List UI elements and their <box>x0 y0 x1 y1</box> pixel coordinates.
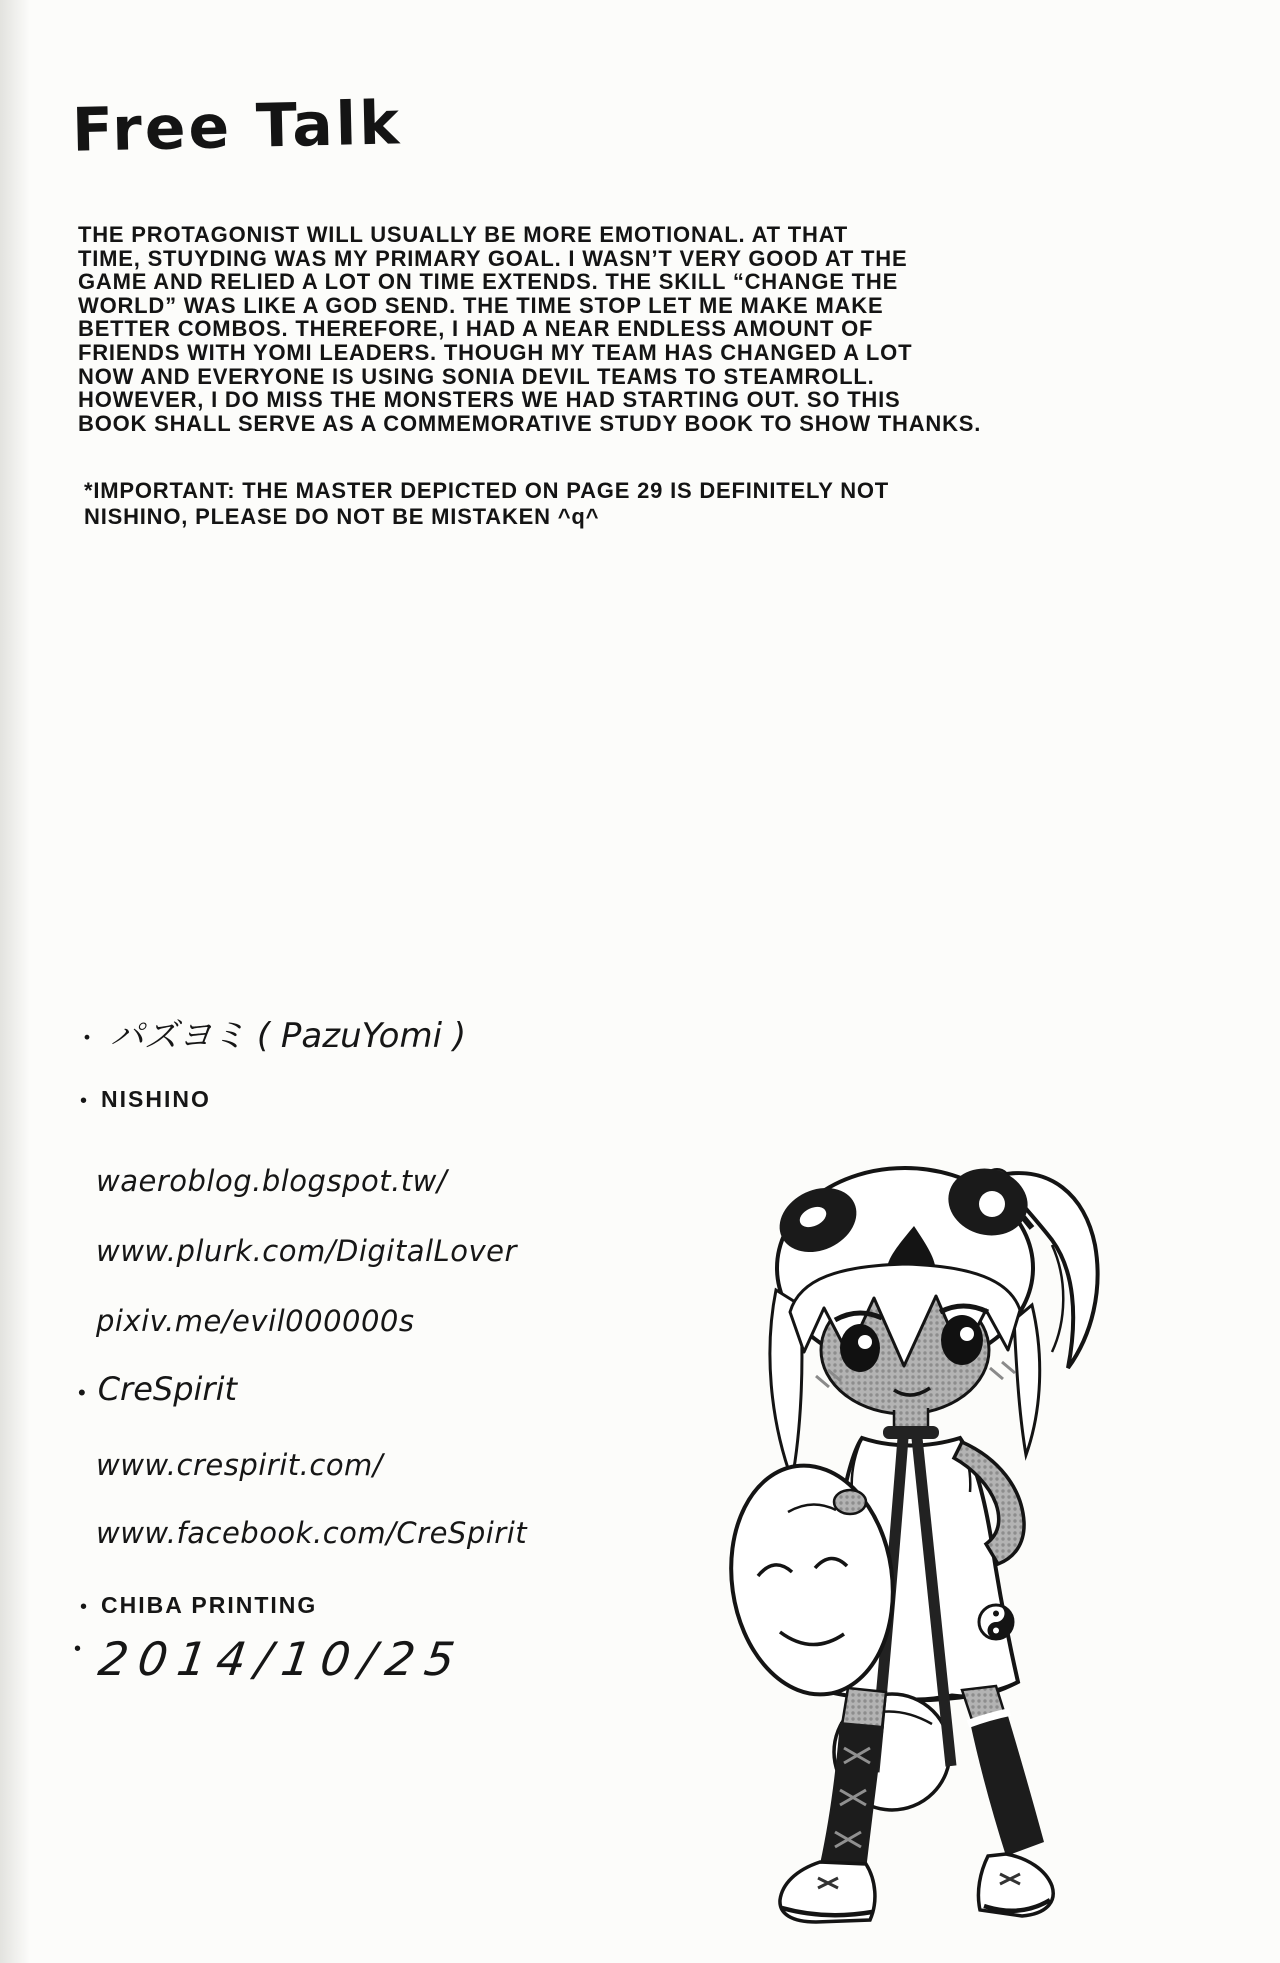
scan-edge-shadow <box>0 0 30 1963</box>
circle-name-text: パズヨミ ( PazuYomi ) <box>110 1016 467 1056</box>
note-line: NISHINO, PLEASE DO NOT BE MISTAKEN ^q^ <box>84 503 600 529</box>
note-line: *IMPORTANT: THE MASTER DEPICTED ON PAGE 29 IS DEFINITELY NOT <box>84 478 890 503</box>
paragraph-line: BETTER COMBOS. THEREFORE, I HAD A NEAR ENDLESS AMOUNT OF <box>78 316 874 342</box>
credit-circle-name <box>74 1008 466 1057</box>
publisher-facebook-url: www.facebook.com/CreSpirit <box>96 1516 528 1550</box>
important-note <box>84 478 889 529</box>
artist-name-text: NISHINO <box>101 1086 211 1112</box>
release-date-text: 2014/10/25 <box>95 1632 468 1686</box>
bullet-icon: • <box>78 1380 86 1405</box>
bullet-icon: • <box>80 1090 88 1112</box>
paragraph-line: TIME, STUYDING WAS MY PRIMARY GOAL. I WASN’T VERY GOOD AT THE <box>78 245 908 271</box>
artist-pixiv-url: pixiv.me/evil000000s <box>96 1304 415 1338</box>
artist-blog-url: waeroblog.blogspot.tw/ <box>96 1164 448 1198</box>
credit-release-date <box>74 1632 468 1686</box>
page-title: Free Talk <box>71 88 403 166</box>
credit-printer-name <box>80 1592 317 1619</box>
yin-yang-emblem <box>979 1605 1013 1639</box>
character-illustration <box>700 1140 1120 1960</box>
paragraph-line: THE PROTAGONIST WILL USUALLY BE MORE EMOTIONAL. AT THAT <box>78 222 848 247</box>
collar <box>883 1426 939 1439</box>
bullet-icon: • <box>80 1596 88 1618</box>
bullet-icon: • <box>74 1638 82 1660</box>
paragraph-line: HOWEVER, I DO MISS THE MONSTERS WE HAD STARTING OUT. SO THIS <box>78 387 901 413</box>
bullet-icon: ・ <box>74 1023 101 1053</box>
publisher-name-text: CreSpirit <box>97 1370 237 1408</box>
free-talk-paragraph <box>78 223 981 435</box>
printer-name-text: CHIBA PRINTING <box>101 1592 318 1618</box>
publisher-site-url: www.crespirit.com/ <box>96 1448 384 1482</box>
paragraph-line: FRIENDS WITH YOMI LEADERS. THOUGH MY TEAM HAS CHANGED A LOT <box>78 339 913 365</box>
credit-publisher-name <box>78 1370 237 1408</box>
paragraph-line: BOOK SHALL SERVE AS A COMMEMORATIVE STUDY BOOK TO SHOW THANKS. <box>78 410 982 436</box>
paragraph-line: WORLD” WAS LIKE A GOD SEND. THE TIME STOP LET ME MAKE MAKE <box>78 292 884 318</box>
credit-artist-name <box>80 1086 211 1113</box>
artist-plurk-url: www.plurk.com/DigitalLover <box>96 1234 517 1268</box>
paragraph-line: GAME AND RELIED A LOT ON TIME EXTENDS. THE SKILL “CHANGE THE <box>78 269 899 295</box>
paragraph-line: NOW AND EVERYONE IS USING SONIA DEVIL TEAMS TO STEAMROLL. <box>78 363 875 389</box>
shoes <box>780 1854 1053 1922</box>
